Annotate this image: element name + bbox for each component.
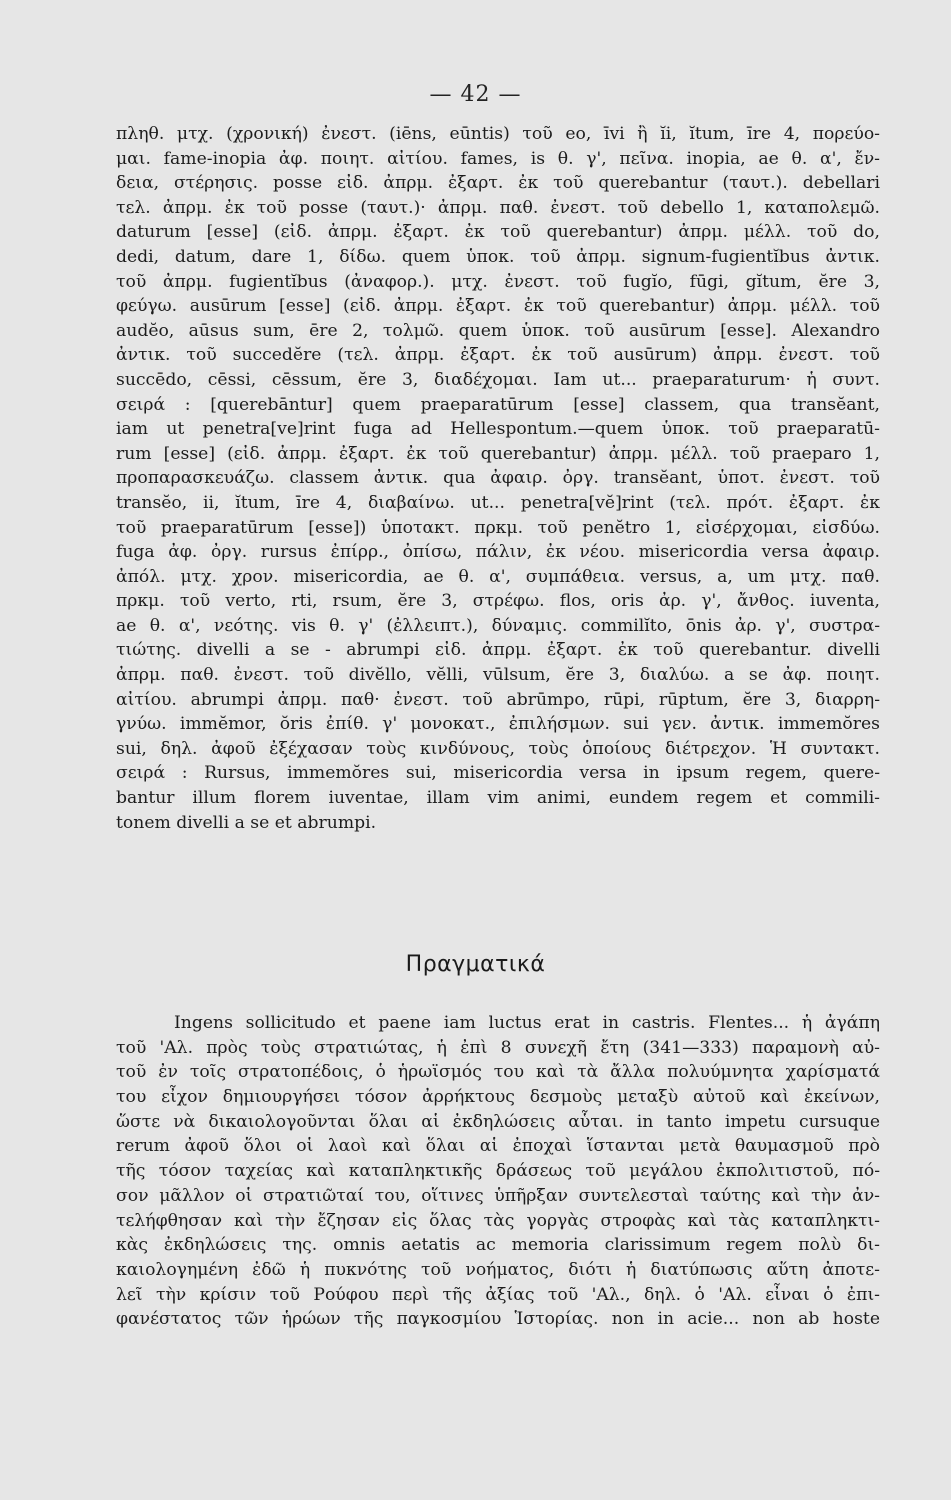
text-line: πληθ. μτχ. (χρονική) ἐνεστ. (iēns, eūntis) τοῦ eo, īvi ἢ ĭi, ĭtum, īre 4, πορεύο-	[116, 124, 880, 144]
text-line: δεια, στέρησις. posse εἰδ. ἀπρμ. ἐξαρτ. ἐκ τοῦ querebantur (ταυτ.). debellari	[116, 173, 880, 194]
text-line: ἀπόλ. μτχ. χρον. misericordia, ae θ. α', συμπάθεια. versus, a, um μτχ. παθ.	[116, 566, 880, 587]
text-line: τοῦ 'Αλ. πρὸς τοὺς στρατιώτας, ἡ ἐπὶ 8 συνεχῆ ἔτη (341—333) παραμονὴ αὐ-	[116, 1037, 880, 1058]
text-line: τιώτης. divelli a se - abrumpi εἰδ. ἀπρμ. ἐξαρτ. ἐκ τοῦ querebantur. divelli	[116, 640, 880, 661]
text-line: daturum [esse] (εἰδ. ἀπρμ. ἐξαρτ. ἐκ τοῦ querebantur) ἀπρμ. μέλλ. τοῦ do,	[116, 222, 880, 243]
text-line: ae θ. α', νεότης. vis θ. γ' (ἐλλειπτ.), δύναμις. commilĭto, ōnis ἀρ. γ', συστρα-	[116, 615, 880, 636]
text-line: tonem divelli a se et abrumpi.	[116, 812, 377, 833]
text-line: του εἶχον δημιουργήσει τόσον ἀρρήκτους δεσμοὺς μεταξὺ αὐτοῦ καὶ ἐκείνων,	[116, 1087, 880, 1108]
text-line: transĕo, ii, ĭtum, īre 4, διαβαίνω. ut... penetra[vĕ]rint (τελ. πρότ. ἐξαρτ. ἐκ	[116, 492, 880, 513]
text-line: sui, δηλ. ἀφοῦ ἐξέχασαν τοὺς κινδύνους, τοὺς ὁποίους διέτρεχον. Ἡ συντακτ.	[116, 738, 880, 759]
text-line: γνύω. immĕmor, ŏris ἐπίθ. γ' μονοκατ., ἐπιλήσμων. sui γεν. ἀντικ. immemŏres	[116, 714, 880, 735]
text-line: dedi, datum, dare 1, δίδω. quem ὑποκ. τοῦ ἀπρμ. signum-fugientĭbus ἀντικ.	[116, 246, 880, 267]
text-line: bantur illum florem iuventae, illam vim animi, eundem regem et commili-	[116, 788, 880, 809]
text-line: Ingens sollicitudo et paene iam luctus erat in castris. Flentes... ἡ ἀγάπη	[174, 1013, 880, 1033]
section-body	[116, 1011, 880, 1332]
text-line: τῆς τόσον ταχείας καὶ καταπληκτικῆς δράσεως τοῦ μεγάλου ἐκπολιτιστοῦ, πό-	[116, 1161, 880, 1182]
text-line: rerum ἀφοῦ ὅλοι οἱ λαοὶ καὶ ὅλαι αἱ ἐποχαὶ ἵστανται μετὰ θαυμασμοῦ πρὸ	[116, 1136, 880, 1157]
section-heading: Πραγματικά	[405, 952, 546, 977]
text-line: ἀντικ. τοῦ succedĕre (τελ. ἀπρμ. ἐξαρτ. ἐκ τοῦ ausūrum) ἀπρμ. ἐνεστ. τοῦ	[116, 345, 880, 366]
text-line: rum [esse] (εἰδ. ἀπρμ. ἐξαρτ. ἐκ τοῦ querebantur) ἀπρμ. μέλλ. τοῦ praeparo 1,	[116, 443, 880, 464]
text-line: κὰς ἐκδηλώσεις της. omnis aetatis ac memoria clarissimum regem πολὺ δι-	[116, 1235, 880, 1256]
text-line: τοῦ ἐν τοῖς στρατοπέδοις, ὁ ἡρωϊσμός του καὶ τὰ ἄλλα πολυύμνητα χαρίσματά	[116, 1062, 880, 1083]
text-line: σον μᾶλλον οἱ στρατιῶταί του, οἵτινες ὑπῆρξαν συντελεσταὶ ταύτης καὶ τὴν ἀν-	[116, 1185, 880, 1206]
text-line: succēdo, cēssi, cēssum, ĕre 3, διαδέχομαι. Iam ut... praeparaturum· ἡ συντ.	[116, 369, 880, 390]
text-line: φεύγω. ausūrum [esse] (εἰδ. ἀπρμ. ἐξαρτ. ἐκ τοῦ querebantur) ἀπρμ. μέλλ. τοῦ	[116, 296, 880, 317]
text-line: αἰτίου. abrumpi ἀπρμ. παθ· ἐνεστ. τοῦ abrūmpo, rūpi, rūptum, ĕre 3, διαρρη-	[116, 689, 880, 710]
text-line: fuga ἀφ. ὀργ. rursus ἐπίρρ., ὀπίσω, πάλιν, ἐκ νέου. misericordia versa ἀφαιρ.	[116, 542, 880, 563]
text-line: λεῖ τὴν κρίσιν τοῦ Ρούφου περὶ τῆς ἀξίας τοῦ 'Αλ., δηλ. ὁ 'Αλ. εἶναι ὁ ἐπι-	[116, 1284, 880, 1305]
text-line: τελήφθησαν καὶ τὴν ἔζησαν εἰς ὅλας τὰς γοργὰς στροφὰς καὶ τὰς καταπληκτι-	[116, 1210, 880, 1231]
text-line: σειρά : Rursus, immemŏres sui, misericordia versa in ipsum regem, quere-	[116, 763, 880, 784]
commentary-notes	[116, 122, 880, 835]
text-line: τοῦ ἀπρμ. fugientĭbus (ἀναφορ.). μτχ. ἐνεστ. τοῦ fugĭo, fūgi, gĭtum, ĕre 3,	[116, 271, 880, 292]
text-line: σειρά : [querebāntur] quem praeparatūrum [esse] classem, qua transĕant,	[116, 394, 880, 415]
text-line: πρκμ. τοῦ verto, rti, rsum, ĕre 3, στρέφω. flos, oris ἀρ. γ', ἄνθος. iuventa,	[116, 591, 880, 612]
text-line: φανέστατος τῶν ἡρώων τῆς παγκοσμίου Ἱστορίας. non in acie... non ab hoste	[116, 1309, 880, 1330]
text-line: ὥστε νὰ δικαιολογοῦνται ὅλαι αἱ ἐκδηλώσεις αὗται. in tanto impetu cursuque	[116, 1111, 880, 1132]
text-line: ἀπρμ. παθ. ἐνεστ. τοῦ divĕllo, vĕlli, vūlsum, ĕre 3, διαλύω. a se ἀφ. ποιητ.	[116, 665, 880, 686]
text-line: τοῦ praeparatūrum [esse]) ὑποτακτ. πρκμ. τοῦ penĕtro 1, εἰσέρχομαι, εἰσδύω.	[116, 517, 880, 538]
text-line: προπαρασκευάζω. classem ἀντικ. qua ἀφαιρ. ὀργ. transĕant, ὑποτ. ἐνεστ. τοῦ	[116, 468, 880, 489]
text-line: μαι. fame-inopia ἀφ. ποιητ. αἰτίου. fames, is θ. γ', πεῖνα. inopia, ae θ. α', ἔν-	[116, 148, 880, 169]
page-number: — 42 —	[429, 82, 522, 107]
text-line: iam ut penetra[ve]rint fuga ad Hellespontum.—quem ὑποκ. τοῦ praeparatū-	[116, 419, 880, 440]
text-line: καιολογημένη ἐδῶ ἡ πυκνότης τοῦ νοήματος, διότι ἡ διατύπωσις αὕτη ἀποτε-	[116, 1259, 880, 1280]
text-line: audĕo, aūsus sum, ēre 2, τολμῶ. quem ὑποκ. τοῦ ausūrum [esse]. Alexandro	[116, 320, 880, 341]
text-line: τελ. ἀπρμ. ἐκ τοῦ posse (ταυτ.)· ἀπρμ. παθ. ἐνεστ. τοῦ debello 1, καταπολεμῶ.	[116, 197, 880, 218]
